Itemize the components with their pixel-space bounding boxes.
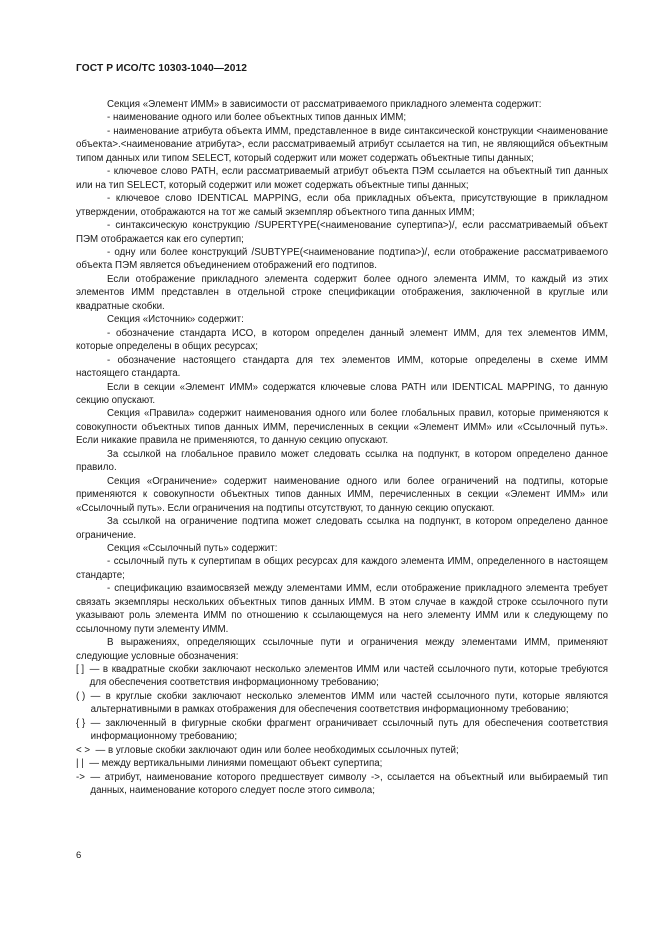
symbol-key: | |	[76, 758, 84, 770]
paragraph: Если отображение прикладного элемента содержит более одного элемента ИММ, то каждый из этих элементов ИММ представлен в отдельной строке спецификации отображения, заключенной в круглые или квадратные скобки.	[76, 273, 608, 312]
list-item: - ключевое слово PATH, если рассматриваемый атрибут объекта ПЭМ ссылается на объектный тип данных или на тип SELECT, который содержит или может содержать объектные типы данных;	[76, 166, 608, 191]
paragraph: Секция «Ограничение» содержит наименование одного или более ограничений на подтипы, которые применяются к совокупности объектных типов данных ИММ, перечисленных в секции «Элемент ИММ» или «Ссылочный путь». Если ограничения на подтипы отсутствуют, то данную секцию опускают.	[76, 475, 608, 514]
paragraph: В выражениях, определяющих ссылочные пути и ограничения между элементами ИММ, применяют следующие условные обозначения:	[76, 637, 608, 662]
symbol-text: — между вертикальными линиями помещают объект супертипа;	[89, 758, 383, 770]
paragraph: Секция «Источник» содержит:	[107, 314, 244, 326]
symbol-definition	[76, 757, 608, 770]
symbol-definition	[76, 663, 608, 690]
symbol-key: ( )	[76, 690, 86, 702]
symbol-definition	[76, 690, 608, 717]
paragraph: За ссылкой на глобальное правило может следовать ссылка на подпункт, в котором определено данное правило.	[76, 448, 608, 474]
paragraph: Секция «Правила» содержит наименования одного или более глобальных правил, которые применяются к совокупности объектных типов данных ИММ, перечисленных в секции «Элемент ИММ» или «Ссылочный путь». Если никакие правила не применяются, то данную секцию опускают.	[76, 408, 608, 447]
list-item: - ключевое слово IDENTICAL MAPPING, если оба прикладных объекта, присутствующие в прикладном утверждении, отображаются на тот же самый экземпляр объектного типа данных ИММ;	[76, 193, 608, 218]
list-item: - наименование одного или более объектных типов данных ИММ;	[107, 112, 407, 124]
symbol-definition	[76, 744, 608, 757]
symbol-key: ->	[76, 771, 85, 783]
list-item: - ссылочный путь к супертипам в общих ресурсах для каждого элемента ИММ, определенного в настоящем стандарте;	[76, 556, 608, 581]
list-item: - обозначение стандарта ИСО, в котором определен данный элемент ИММ, для тех элементов ИММ, которые определены в общих ресурсах;	[76, 327, 608, 353]
list-item: - одну или более конструкций /SUBTYPE(<наименование подтипа>)/, если отображение рассматриваемого объекта ПЭМ является объединением отображений его подтипов.	[76, 246, 608, 272]
list-item: - наименование атрибута объекта ИММ, представленное в виде синтаксической конструкции <наименование объекта>.<наименование атрибута>, если рассматриваемый атрибут ссылается на тип, не являющийся объектным типом данных или типом SELECT, который содержит или может содержать объектные типы данных;	[76, 125, 608, 164]
paragraph: Если в секции «Элемент ИММ» содержатся ключевые слова PATH или IDENTICAL MAPPING, то данную секцию опускают.	[76, 381, 608, 406]
symbol-definition	[76, 717, 608, 744]
paragraph: Секция «Ссылочный путь» содержит:	[107, 542, 278, 554]
paragraph: За ссылкой на ограничение подтипа может следовать ссылка на подпункт, в котором определено данное ограничение.	[76, 516, 608, 541]
list-item: - обозначение настоящего стандарта для тех элементов ИММ, которые определены в схеме ИММ настоящего стандарта.	[76, 354, 608, 380]
symbol-text: — в квадратные скобки заключают несколько элементов ИММ или частей ссылочного пути, которые требуются для обеспечения соответствия информационному требованию;	[89, 664, 608, 689]
symbol-text: — в круглые скобки заключают несколько элементов ИММ или частей ссылочного пути, которые являются альтернативными в рамках отображения для обеспечения соответствия информационному требованию;	[90, 690, 608, 716]
symbol-definition	[76, 771, 608, 798]
symbol-text: — заключенный в фигурные скобки фрагмент ограничивает ссылочный путь для обеспечения соответствия информационному требованию;	[90, 717, 608, 743]
symbol-key: { }	[76, 717, 86, 729]
list-item: - спецификацию взаимосвязей между элементами ИММ, если отображение прикладного элемента требует связать экземпляры нескольких объектных типов данных ИММ. В этом случае в каждой строке ссылочного пути указывают роль элемента ИММ по отношению к ссылающемуся на него элементу ИММ или к следующему по ссылочному пути элементу ИММ.	[76, 583, 608, 635]
page-number: 6	[76, 850, 82, 861]
symbol-key: [ ]	[76, 664, 85, 676]
list-item: - синтаксическую конструкцию /SUPERTYPE(<наименование супертипа>)/, если рассматриваемый объект ПЭМ отображается как его супертип;	[76, 220, 608, 245]
document-header: ГОСТ Р ИСО/ТС 10303-1040—2012	[76, 63, 248, 74]
symbol-text: — в угловые скобки заключают один или более необходимых ссылочных путей;	[95, 744, 459, 756]
document-body	[76, 98, 608, 798]
paragraph: Секция «Элемент ИММ» в зависимости от рассматриваемого прикладного элемента содержит:	[107, 99, 542, 110]
symbol-key: < >	[76, 744, 91, 756]
symbol-text: — атрибут, наименование которого предшествует символу ->, ссылается на объектный или выбираемый тип данных, наименование которого следует после этого символа;	[90, 771, 608, 797]
